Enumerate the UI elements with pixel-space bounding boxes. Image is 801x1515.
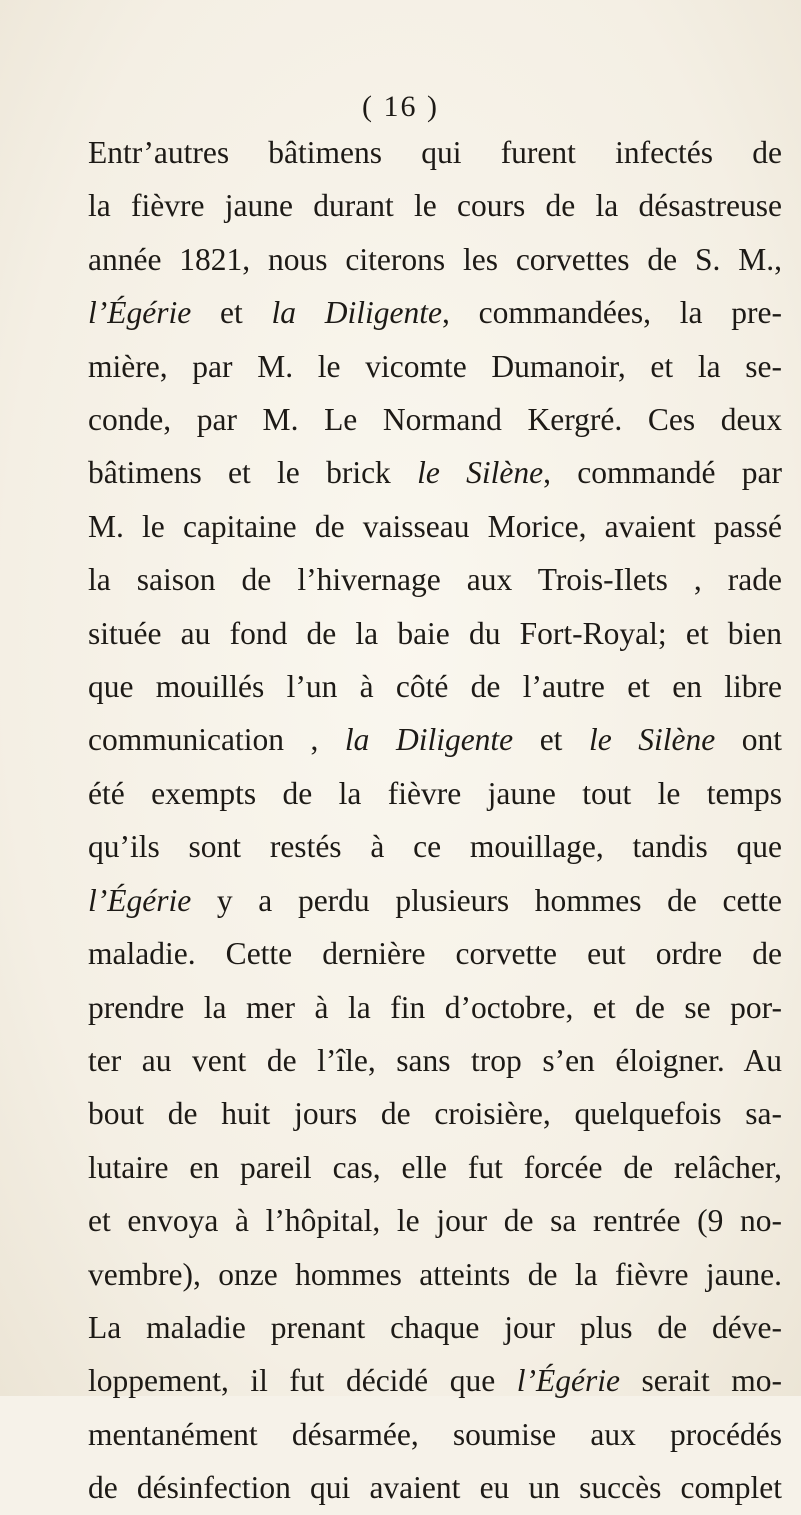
text-segment: La maladie prenant chaque jour plus de déve- [88, 1309, 782, 1345]
text-segment: communication , [88, 722, 345, 758]
text-segment: et [191, 295, 272, 331]
italic-text: l’Égérie [88, 295, 192, 331]
body-text [88, 126, 782, 1515]
italic-text: l’Égérie [88, 882, 192, 918]
text-segment: qu’ils sont restés à ce mouillage, tandis que [88, 829, 782, 865]
italic-text: la Diligente [271, 295, 443, 331]
text-segment: maladie. Cette dernière corvette eut ordre de [88, 936, 782, 972]
text-line [88, 1354, 782, 1407]
text-line [88, 1301, 782, 1354]
text-segment: ont [715, 722, 783, 758]
text-segment: ter au vent de l’île, sans trop s’en éloigner. Au [88, 1042, 782, 1078]
text-line [88, 1141, 782, 1194]
text-segment: , commandées, la pre- [442, 295, 782, 331]
text-line [88, 233, 782, 286]
text-segment: année 1821, nous citerons les corvettes de S. M., [88, 241, 782, 277]
text-line [88, 500, 782, 553]
text-line [88, 767, 782, 820]
text-segment: conde, par M. Le Normand Kergré. Ces deux [88, 402, 782, 438]
text-line [88, 1087, 782, 1140]
text-segment: de désinfection qui avaient eu un succès complet [88, 1470, 782, 1506]
text-line [88, 340, 782, 393]
text-line [88, 393, 782, 446]
text-line [88, 1408, 782, 1461]
text-line [88, 713, 782, 766]
text-segment: bout de huit jours de croisière, quelquefois sa- [88, 1096, 782, 1132]
text-segment: été exempts de la fièvre jaune tout le temps [88, 775, 782, 811]
italic-text: l’Égérie [516, 1363, 620, 1399]
italic-text: la Diligente [344, 722, 514, 758]
text-line [88, 286, 782, 339]
text-segment: bâtimens et le brick [88, 455, 418, 491]
italic-text: le Silène [417, 455, 544, 491]
text-segment: située au fond de la baie du Fort-Royal; et bien [88, 615, 782, 651]
text-segment: la fièvre jaune durant le cours de la désastreuse [88, 188, 782, 224]
italic-text: le Silène [588, 722, 716, 758]
text-line [88, 446, 782, 499]
text-segment: et envoya à l’hôpital, le jour de sa rentrée (9 no- [88, 1203, 782, 1239]
text-line [88, 660, 782, 713]
text-line [88, 1248, 782, 1301]
text-segment: serait mo- [619, 1363, 782, 1399]
text-line [88, 126, 782, 179]
text-line [88, 1194, 782, 1247]
page-number: ( 16 ) [362, 90, 439, 123]
text-line [88, 179, 782, 232]
text-line [88, 820, 782, 873]
text-segment: Entr’autres bâtimens qui furent infectés de [88, 135, 782, 170]
text-segment: la saison de l’hivernage aux Trois-Ilets , rade [88, 562, 782, 598]
text-segment: prendre la mer à la fin d’octobre, et de se por- [88, 989, 782, 1025]
text-line [88, 1461, 782, 1514]
text-segment: mière, par M. le vicomte Dumanoir, et la se- [88, 348, 782, 384]
text-line [88, 607, 782, 660]
text-line [88, 1034, 782, 1087]
text-segment: vembre), onze hommes atteints de la fièvre jaune. [88, 1256, 782, 1292]
text-segment: mentanément désarmée, soumise aux procédés [88, 1416, 782, 1452]
text-line [88, 981, 782, 1034]
text-line [88, 874, 782, 927]
text-line [88, 927, 782, 980]
text-segment: M. le capitaine de vaisseau Morice, avaient passé [88, 508, 782, 544]
text-segment: loppement, il fut décidé que [88, 1363, 517, 1399]
text-segment: que mouillés l’un à côté de l’autre et en libre [88, 669, 782, 705]
text-segment: , commandé par [543, 455, 782, 491]
text-segment: et [513, 722, 589, 758]
text-line [88, 553, 782, 606]
text-segment: y a perdu plusieurs hommes de cette [191, 882, 782, 918]
text-segment: lutaire en pareil cas, elle fut forcée de relâcher, [88, 1149, 782, 1185]
